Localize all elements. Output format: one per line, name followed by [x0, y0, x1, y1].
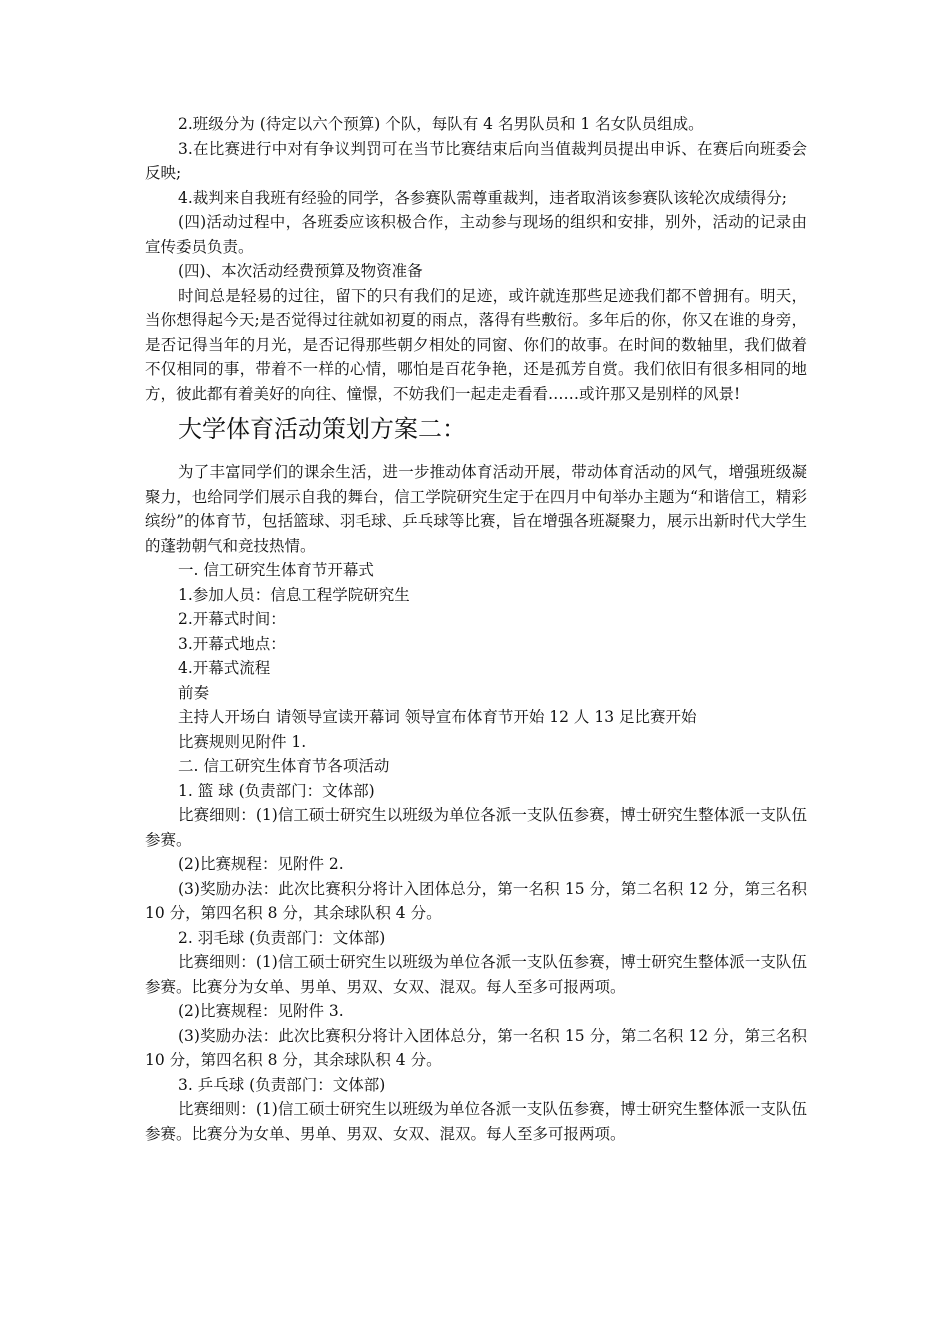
paragraph: 4.开幕式流程: [178, 659, 271, 677]
paragraph: 1. 篮 球 (负责部门：文体部): [178, 781, 375, 800]
paragraph: 一. 信工研究生体育节开幕式: [178, 561, 374, 579]
paragraph: 比赛细则：(1)信工硕士研究生以班级为单位各派一支队伍参赛，博士研究生整体派一支队伍参赛。: [145, 806, 807, 849]
paragraph: 为了丰富同学们的课余生活，进一步推动体育活动开展，带动体育活动的风气，增强班级凝聚力，也给同学们展示自我的舞台，信工学院研究生定于在四月中旬举办主题为“和谐信工，精彩缤纷”的体育节，包括篮球、羽毛球、乒乓球等比赛，旨在增强各班凝聚力，展示出新时代大学生的蓬勃朝气和竞技热情。: [145, 463, 807, 555]
paragraph: 二. 信工研究生体育节各项活动: [178, 757, 390, 775]
paragraph: 2.班级分为 (待定以六个预算) 个队，每队有 4 名男队员和 1 名女队员组成。: [178, 115, 704, 133]
document-page: [145, 112, 807, 1146]
paragraph: 时间总是轻易的过往，留下的只有我们的足迹，或许就连那些足迹我们都不曾拥有。明天，当你想得起今天;是否觉得过往就如初夏的雨点，落得有些敷衍。多年后的你，你又在谁的身旁，是否记得当年的月光，是否记得那些朝夕相处的同窗、你们的故事。在时间的数轴里，我们做着不仅相同的事，带着不一样的心情，哪怕是百花争艳，还是孤芳自赏。我们依旧有很多相同的地方，彼此都有着美好的向往、憧憬，不妨我们一起走走看看……或许那又是别样的风景!: [145, 286, 807, 403]
paragraph: 前奏: [178, 683, 210, 702]
paragraph: 2.开幕式时间：: [178, 610, 286, 628]
paragraph: (四)活动过程中，各班委应该积极合作，主动参与现场的组织和安排，别外，活动的记录由宣传委员负责。: [145, 213, 807, 256]
paragraph: 比赛细则：(1)信工硕士研究生以班级为单位各派一支队伍参赛，博士研究生整体派一支队伍参赛。比赛分为女单、男单、男双、女双、混双。每人至多可报两项。: [145, 1100, 807, 1143]
paragraph: 比赛细则：(1)信工硕士研究生以班级为单位各派一支队伍参赛，博士研究生整体派一支队伍参赛。比赛分为女单、男单、男双、女双、混双。每人至多可报两项。: [145, 953, 807, 996]
paragraph: (3)奖励办法：此次比赛积分将计入团体总分，第一名积 15 分，第二名积 12 分，第三名积 10 分，第四名积 8 分，其余球队积 4 分。: [145, 879, 807, 922]
paragraph: 1.参加人员：信息工程学院研究生: [178, 585, 410, 604]
paragraph: 比赛规则见附件 1.: [178, 732, 307, 751]
paragraph: 3. 乒乓球 (负责部门：文体部): [178, 1075, 386, 1094]
paragraph: 3.在比赛进行中对有争议判罚可在当节比赛结束后向当值裁判员提出申诉、在赛后向班委会反映;: [145, 139, 807, 182]
paragraph: 3.开幕式地点：: [178, 634, 286, 653]
paragraph: (3)奖励办法：此次比赛积分将计入团体总分，第一名积 15 分，第二名积 12 分，第三名积 10 分，第四名积 8 分，其余球队积 4 分。: [145, 1026, 807, 1069]
paragraph: (四)、本次活动经费预算及物资准备: [178, 262, 423, 280]
paragraph: 主持人开场白 请领导宣读开幕词 领导宣布体育节开始 12 人 13 足比赛开始: [178, 708, 697, 726]
section-title: 大学体育活动策划方案二：: [178, 415, 466, 443]
paragraph: (2)比赛规程：见附件 3.: [178, 1002, 344, 1020]
paragraph: 4.裁判来自我班有经验的同学，各参赛队需尊重裁判，违者取消该参赛队该轮次成绩得分;: [178, 188, 788, 207]
paragraph: (2)比赛规程：见附件 2.: [178, 855, 344, 873]
paragraph: 2. 羽毛球 (负责部门：文体部): [178, 928, 386, 947]
